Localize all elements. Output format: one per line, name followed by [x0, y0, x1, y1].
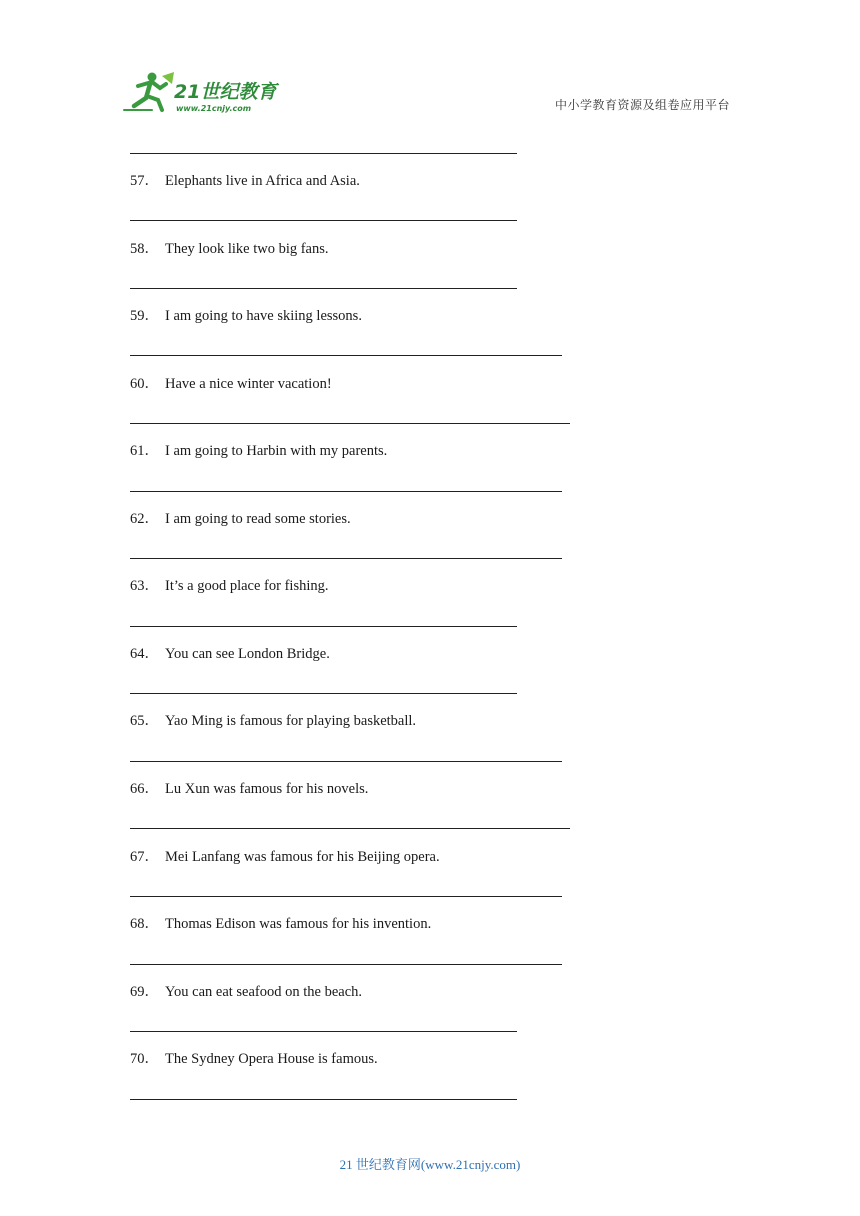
- question-item: [130, 915, 431, 933]
- question-number: 68．: [130, 916, 159, 932]
- logo-text: 21世纪教育: [174, 81, 277, 103]
- answer-line: [130, 1031, 517, 1032]
- question-item: [130, 577, 329, 595]
- answer-line: [130, 626, 517, 627]
- question-text: I am going to read some stories.: [165, 511, 351, 527]
- question-number: 63．: [130, 578, 159, 594]
- question-text: You can see London Bridge.: [165, 646, 330, 662]
- platform-tagline: 中小学教育资源及组卷应用平台: [554, 98, 730, 112]
- answer-line: [130, 220, 517, 221]
- question-number: 58．: [130, 241, 159, 257]
- question-text: I am going to Harbin with my parents.: [165, 443, 388, 459]
- question-text: Thomas Edison was famous for his invention.: [165, 916, 432, 932]
- question-item: [130, 172, 360, 190]
- question-number: 59．: [130, 308, 159, 324]
- question-text: I am going to have skiing lessons.: [165, 308, 362, 324]
- question-item: [130, 375, 332, 393]
- answer-line: [130, 693, 517, 694]
- answer-line: [130, 423, 570, 424]
- question-number: 70．: [130, 1051, 159, 1067]
- question-item: [130, 712, 416, 730]
- answer-line: [130, 355, 562, 356]
- question-number: 64．: [130, 646, 159, 662]
- answer-line: [130, 1099, 517, 1100]
- question-item: [130, 510, 351, 528]
- question-text: The Sydney Opera House is famous.: [165, 1051, 378, 1067]
- answer-line: [130, 761, 562, 762]
- question-item: [130, 442, 387, 460]
- question-item: [130, 848, 440, 866]
- answer-line: [130, 558, 562, 559]
- question-number: 65．: [130, 713, 159, 729]
- question-item: [130, 645, 330, 663]
- question-text: Have a nice winter vacation!: [165, 376, 332, 392]
- question-text: Mei Lanfang was famous for his Beijing opera.: [165, 849, 440, 865]
- question-number: 61．: [130, 443, 159, 459]
- question-item: [130, 307, 362, 325]
- answer-line: [130, 896, 562, 897]
- answer-line: [130, 288, 517, 289]
- runner-logo-icon: [122, 68, 292, 116]
- question-number: 57．: [130, 173, 159, 189]
- question-number: 60．: [130, 376, 159, 392]
- question-item: [130, 983, 362, 1001]
- logo-url-text: www.21cnjy.com: [176, 104, 252, 113]
- question-text: It’s a good place for fishing.: [165, 578, 329, 594]
- question-text: Elephants live in Africa and Asia.: [165, 173, 360, 189]
- answer-line: [130, 964, 562, 965]
- question-number: 69．: [130, 984, 159, 1000]
- question-text: You can eat seafood on the beach.: [165, 984, 363, 1000]
- site-logo: [122, 68, 292, 116]
- answer-line: [130, 828, 570, 829]
- question-text: Lu Xun was famous for his novels.: [165, 781, 369, 797]
- question-text: Yao Ming is famous for playing basketball.: [165, 713, 417, 729]
- question-text: They look like two big fans.: [165, 241, 329, 257]
- question-item: [130, 1050, 378, 1068]
- page-footer: 21 世纪教育网(www.21cnjy.com): [339, 1157, 521, 1172]
- question-number: 66．: [130, 781, 159, 797]
- page-header: [0, 0, 860, 130]
- question-number: 62．: [130, 511, 159, 527]
- question-item: [130, 240, 329, 258]
- question-number: 67．: [130, 849, 159, 865]
- answer-line: [130, 153, 517, 154]
- question-item: [130, 780, 368, 798]
- answer-line: [130, 491, 562, 492]
